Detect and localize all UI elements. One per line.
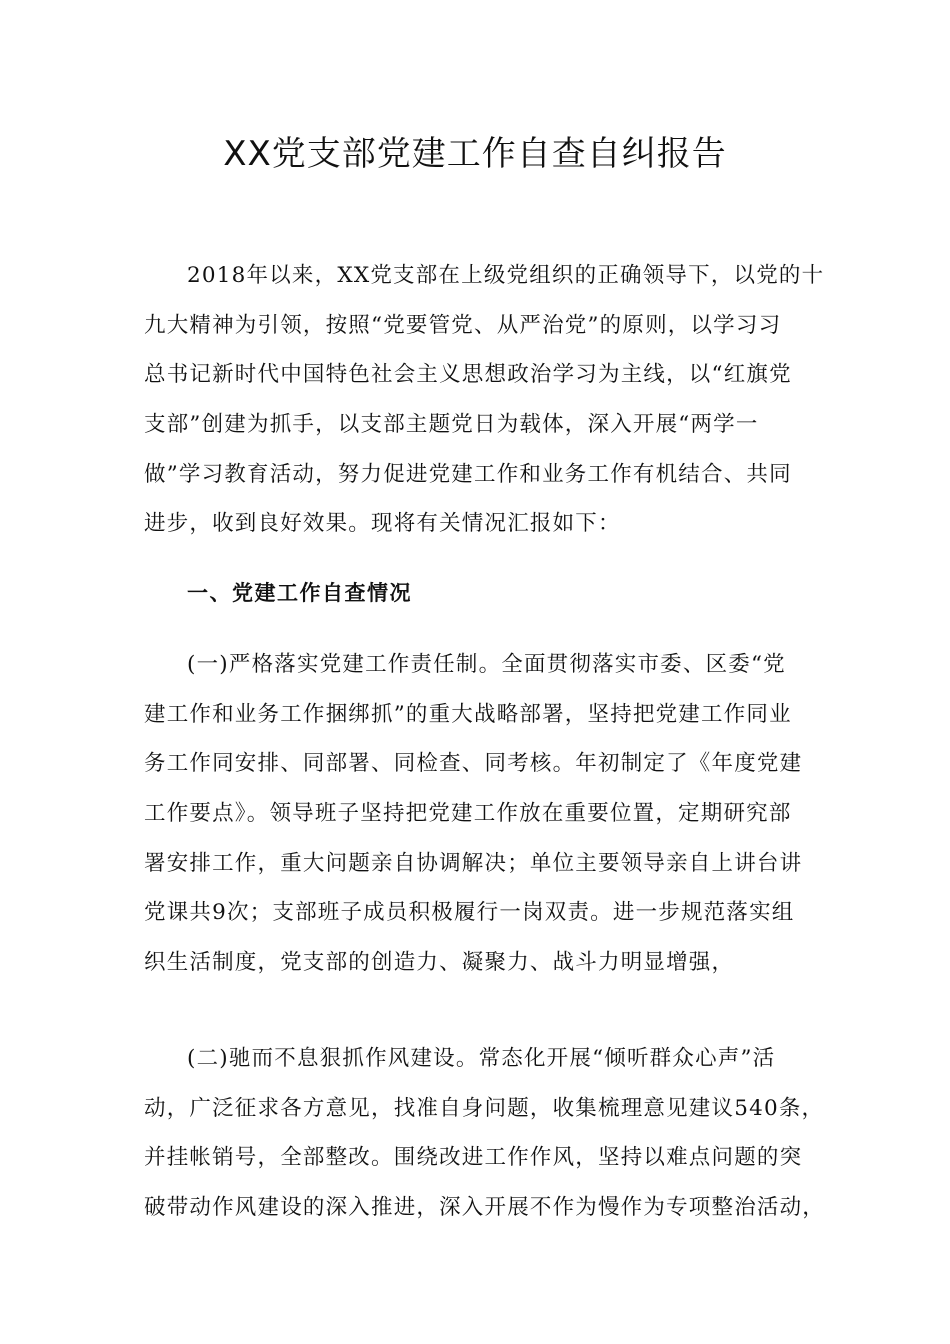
paragraph-line: 支部”创建为抓手，以支部主题党日为载体，深入开展“两学一 xyxy=(144,412,759,438)
paragraph-line: 工作要点》。领导班子坚持把党建工作放在重要位置，定期研究部 xyxy=(144,801,792,827)
item-one-paragraph xyxy=(144,640,810,988)
paragraph-line: 织生活制度，党支部的创造力、凝聚力、战斗力明显增强， xyxy=(144,950,735,976)
paragraph-line: (二)驰而不息狠抓作风建设。常态化开展“倾听群众心声”活 xyxy=(187,1046,776,1071)
paragraph-line: 党课共9次；支部班子成员积极履行一岗双责。进一步规范落实组 xyxy=(144,900,795,926)
paragraph-line: (一)严格落实党建工作责任制。全面贯彻落实市委、区委“党 xyxy=(187,652,786,677)
paragraph-line: 2018年以来，XX党支部在上级党组织的正确领导下，以党的十 xyxy=(187,263,825,288)
item-two-paragraph xyxy=(144,1034,826,1233)
intro-paragraph xyxy=(144,251,825,549)
paragraph-line: 并挂帐销号，全部整改。围绕改进工作作风，坚持以难点问题的突 xyxy=(144,1145,803,1171)
paragraph-line: 总书记新时代中国特色社会主义思想政治学习为主线，以“红旗党 xyxy=(144,362,792,388)
paragraph-line: 建工作和业务工作捆绑抓”的重大战略部署，坚持把党建工作同业 xyxy=(144,701,792,727)
paragraph-line: 署安排工作，重大问题亲自协调解决；单位主要领导亲自上讲台讲 xyxy=(144,850,803,876)
paragraph-line: 动，广泛征求各方意见，找准自身问题，收集梳理意见建议540条， xyxy=(144,1095,825,1121)
document-title: XX党支部党建工作自查自纠报告 xyxy=(223,134,727,174)
paragraph-line: 做”学习教育活动，努力促进党建工作和业务工作有机结合、共同 xyxy=(144,461,792,487)
paragraph-line: 九大精神为引领，按照“党要管党、从严治党”的原则，以学习习 xyxy=(144,312,782,338)
paragraph-line: 破带动作风建设的深入推进，深入开展不作为慢作为专项整治活动， xyxy=(144,1195,826,1221)
paragraph-line: 务工作同安排、同部署、同检查、同考核。年初制定了《年度党建 xyxy=(144,751,803,777)
section-heading: 一、党建工作自查情况 xyxy=(187,581,412,605)
paragraph-line: 进步，收到良好效果。现将有关情况汇报如下： xyxy=(144,511,621,537)
